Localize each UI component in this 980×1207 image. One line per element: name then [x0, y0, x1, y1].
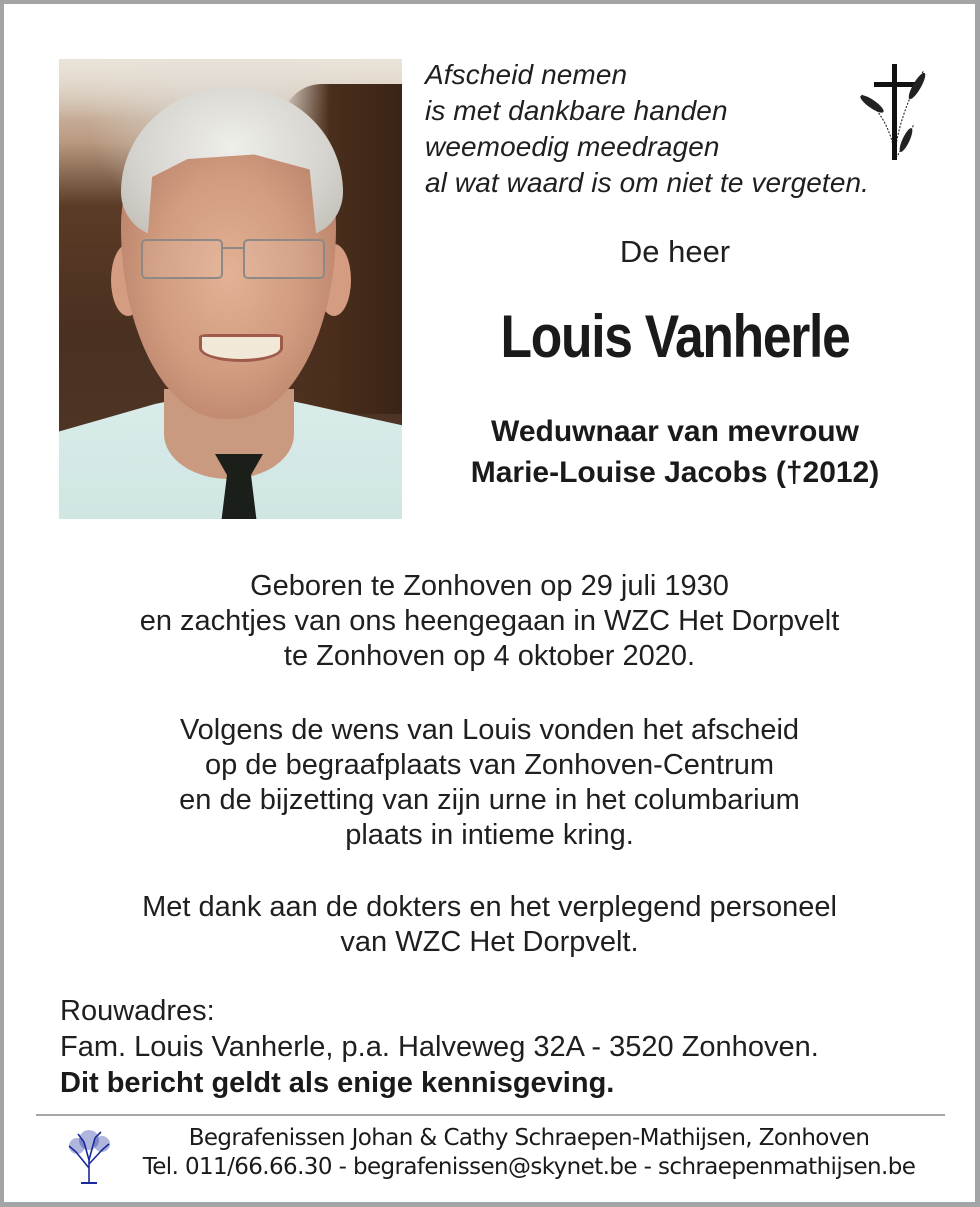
funeral-home-contact: Tel. 011/66.66.30 - begrafenissen@skynet.be - schraepenmathijsen.be [142, 1154, 916, 1180]
text-line: op de begraafplaats van Zonhoven-Centrum [204, 749, 775, 781]
photo-smile [199, 334, 283, 362]
honorific: De heer [619, 234, 731, 269]
tree-logo-icon [64, 1124, 114, 1186]
text-line: en zachtjes van ons heengegaan in WZC Het Dorpvelt [139, 605, 840, 637]
thanks-paragraph [4, 890, 975, 960]
text-line: Volgens de wens van Louis vonden het afscheid [179, 714, 800, 746]
address-label: Rouwadres: [60, 995, 215, 1027]
text-line: te Zonhoven op 4 oktober 2020. [283, 640, 696, 672]
deceased-name: Louis Vanherle [500, 303, 850, 370]
spouse-info [415, 411, 935, 493]
photo-glasses [141, 239, 331, 279]
portrait-photo [59, 59, 402, 519]
spouse-line: Marie-Louise Jacobs (†2012) [470, 456, 880, 489]
poem-line: weemoedig meedragen [425, 131, 720, 162]
footer-divider [36, 1114, 945, 1116]
obituary-card [4, 4, 975, 1202]
poem-line: Afscheid nemen [425, 59, 628, 90]
birth-death-paragraph [4, 569, 975, 674]
mourning-address [60, 993, 819, 1101]
address-line: Fam. Louis Vanherle, p.a. Halveweg 32A - 3520 Zonhoven. [60, 1031, 819, 1063]
text-line: en de bijzetting van zijn urne in het columbarium [179, 784, 800, 816]
funeral-home-info [114, 1124, 944, 1182]
text-line: van WZC Het Dorpvelt. [340, 926, 639, 958]
funeral-home-name: Begrafenissen Johan & Cathy Schraepen-Mathijsen, Zonhoven [188, 1125, 870, 1151]
poem-line: is met dankbare handen [425, 95, 728, 126]
poem-line: al wat waard is om niet te vergeten. [425, 167, 870, 198]
text-line: plaats in intieme kring. [345, 819, 634, 851]
text-line: Met dank aan de dokters en het verplegend personeel [142, 891, 837, 923]
cross-with-wheat-icon [854, 62, 934, 162]
farewell-paragraph [4, 713, 975, 853]
memorial-poem [425, 57, 869, 201]
text-line: Geboren te Zonhoven op 29 juli 1930 [250, 570, 729, 602]
notice-text: Dit bericht geldt als enige kennisgeving. [60, 1067, 615, 1099]
spouse-line: Weduwnaar van mevrouw [491, 415, 859, 448]
